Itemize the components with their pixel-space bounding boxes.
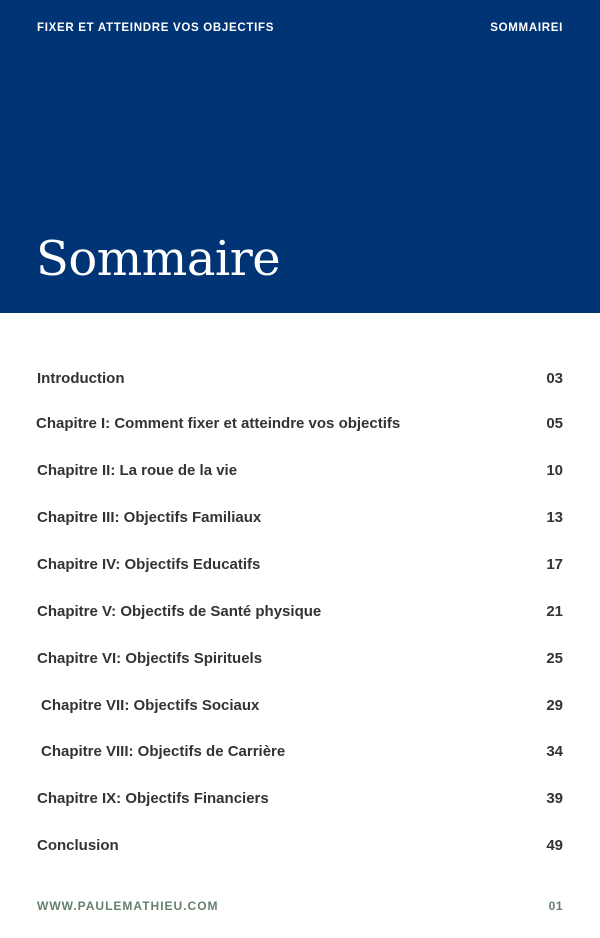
book-title: FIXER ET ATTEINDRE VOS OBJECTIFS [37, 22, 275, 34]
toc-item-chapitre-iii [37, 507, 563, 529]
toc-item-chapitre-vi [37, 648, 563, 670]
toc-item-title: Chapitre VIII: Objectifs de Carrière [41, 743, 286, 760]
toc-item-page: 03 [546, 370, 563, 387]
toc-item-title: Chapitre VII: Objectifs Sociaux [41, 697, 260, 714]
toc-item-introduction [37, 368, 563, 390]
toc-item-chapitre-v [37, 601, 563, 623]
toc-item-page: 34 [546, 743, 563, 760]
toc-item-chapitre-ix [37, 788, 563, 810]
toc-item-page: 29 [546, 697, 563, 714]
toc-item-page: 21 [546, 603, 563, 620]
footer-website: WWW.PAULEMATHIEU.COM [37, 899, 219, 913]
toc-item-chapitre-viii [41, 741, 563, 763]
toc-item-page: 49 [546, 837, 563, 854]
section-label: SOMMAIREI [490, 22, 563, 34]
header-banner [0, 0, 600, 313]
page-footer [37, 899, 563, 913]
toc-item-page: 10 [546, 462, 563, 479]
toc-item-title: Chapitre VI: Objectifs Spirituels [37, 650, 263, 667]
toc-item-chapitre-i [36, 413, 563, 435]
toc-item-title: Conclusion [37, 837, 119, 854]
toc-item-title: Chapitre V: Objectifs de Santé physique [37, 603, 322, 620]
toc-item-conclusion [37, 835, 563, 857]
running-header [37, 21, 563, 35]
toc-item-title: Chapitre III: Objectifs Familiaux [37, 509, 262, 526]
footer-page-number: 01 [548, 899, 563, 913]
toc-item-title: Chapitre IX: Objectifs Financiers [37, 790, 269, 807]
toc-item-title: Chapitre IV: Objectifs Educatifs [37, 556, 261, 573]
toc-item-title: Chapitre I: Comment fixer et atteindre vos objectifs [36, 415, 401, 432]
toc-item-page: 25 [546, 650, 563, 667]
toc-item-page: 13 [546, 509, 563, 526]
toc-item-page: 39 [546, 790, 563, 807]
toc-item-chapitre-vii [41, 695, 563, 717]
toc-item-title: Introduction [37, 370, 125, 387]
toc-item-title: Chapitre II: La roue de la vie [37, 462, 238, 479]
toc-item-chapitre-iv [37, 554, 563, 576]
toc-item-page: 17 [546, 556, 563, 573]
page-title: Sommaire [36, 231, 281, 287]
toc-item-chapitre-ii [37, 460, 563, 482]
toc-item-page: 05 [546, 415, 563, 432]
